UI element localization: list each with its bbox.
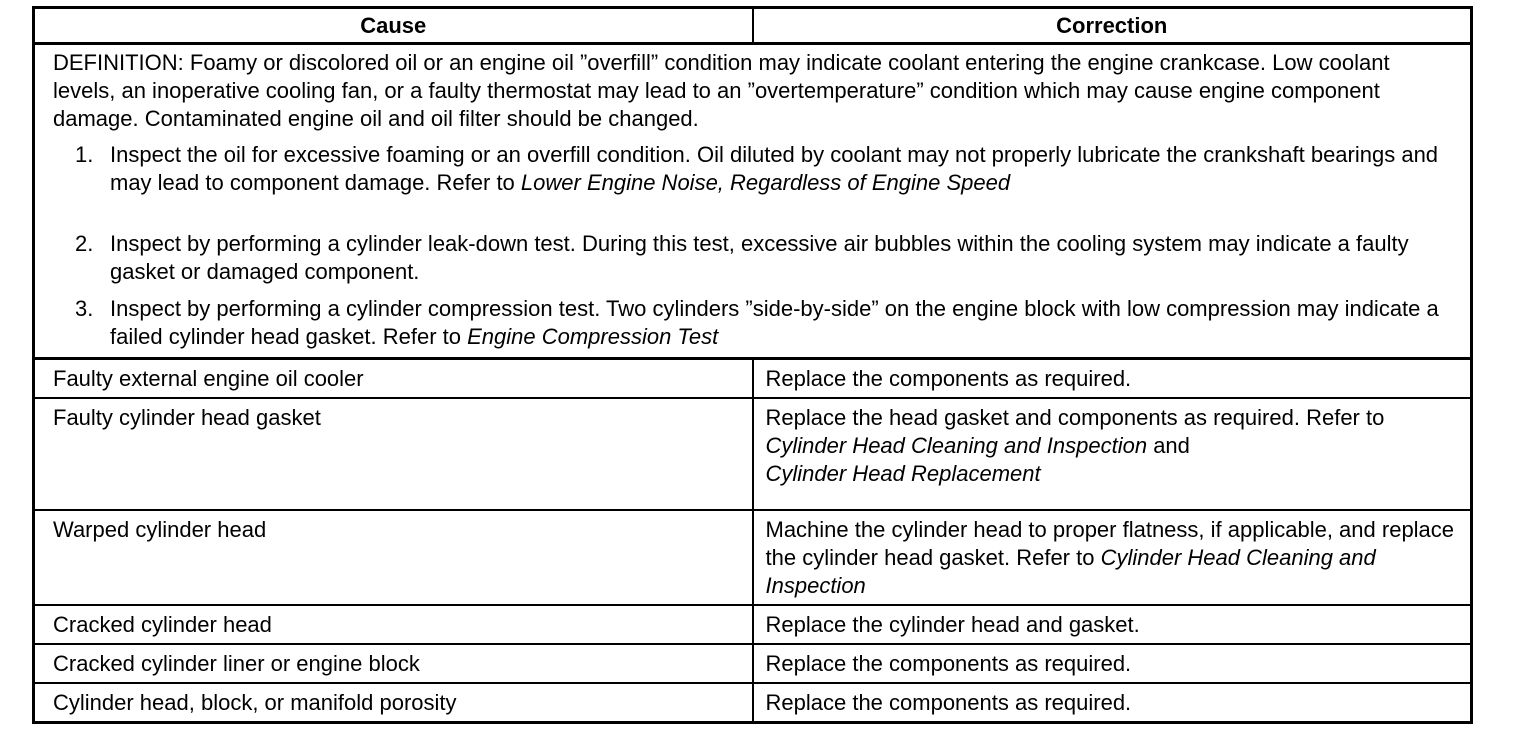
step-text: [110, 295, 1454, 351]
inspection-step-3: [75, 295, 1454, 351]
correction-reference: Cylinder Head Cleaning and Inspection: [765, 433, 1148, 458]
inspection-step-1: [75, 141, 1454, 197]
cause-cell: Warped cylinder head: [34, 510, 753, 605]
step-text: Inspect by performing a cylinder leak-down test. During this test, excessive air bubbles within the cooling system may indicate a faulty gasket or damaged component.: [110, 231, 1409, 284]
step-reference: Engine Compression Test: [467, 324, 719, 349]
step-number: 3.: [75, 296, 94, 321]
step-text: [110, 141, 1454, 197]
header-row: [34, 8, 1472, 44]
cause-cell: Faulty cylinder head gasket: [34, 398, 753, 510]
correction-text: Replace the head gasket and components as required. Refer to: [765, 405, 1385, 430]
table-row: [34, 359, 1472, 399]
step-body: Inspect by performing a cylinder compression test. Two cylinders ”side-by-side” on the engine block with low compression may indicate a failed cylinder head gasket. Refer to: [110, 296, 1439, 349]
step-number: 2.: [75, 231, 94, 256]
definition-cell: [34, 44, 1472, 359]
cause-cell: Faulty external engine oil cooler: [34, 359, 753, 399]
cause-header: Cause: [34, 8, 753, 44]
correction-header: Correction: [753, 8, 1472, 44]
correction-reference: Cylinder Head Cleaning and Inspection: [765, 545, 1376, 598]
step-body: Inspect the oil for excessive foaming or an overfill condition. Oil diluted by coolant may not properly lubricate the crankshaft bearings and may lead to component damage. Refer to: [110, 142, 1439, 195]
table-row: [34, 605, 1472, 644]
correction-joiner: and: [1147, 433, 1190, 458]
definition-row: [34, 44, 1472, 359]
correction-cell: Replace the cylinder head and gasket.: [753, 605, 1472, 644]
cause-cell: Cracked cylinder liner or engine block: [34, 644, 753, 683]
correction-cell: Replace the components as required.: [753, 683, 1472, 723]
table-row: [34, 683, 1472, 723]
step-reference: Lower Engine Noise, Regardless of Engine Speed: [520, 170, 1011, 195]
correction-cell: [753, 510, 1472, 605]
correction-text: Machine the cylinder head to proper flatness, if applicable, and replace the cylinder head gasket. Refer to: [765, 517, 1455, 570]
cause-cell: Cracked cylinder head: [34, 605, 753, 644]
inspection-step-2: [75, 230, 1454, 286]
table-row: [34, 644, 1472, 683]
correction-cell: Replace the components as required.: [753, 644, 1472, 683]
correction-reference: Cylinder Head Replacement: [765, 461, 1041, 486]
table-row: [34, 398, 1472, 510]
step-number: 1.: [75, 142, 94, 167]
inspection-steps: [53, 141, 1454, 351]
correction-cell: [753, 398, 1472, 510]
diagnostic-table: [32, 6, 1473, 724]
definition-text: DEFINITION: Foamy or discolored oil or an engine oil ”overfill” condition may indicate coolant entering the engine crankcase. Low coolant levels, an inoperative cooling fan, or a faulty thermostat may lead to an ”overtemperature” condition which may cause engine component damage. Contaminated engine oil and oil filter should be changed.: [53, 50, 1390, 131]
correction-cell: Replace the components as required.: [753, 359, 1472, 399]
table-row: [34, 510, 1472, 605]
cause-cell: Cylinder head, block, or manifold porosity: [34, 683, 753, 723]
